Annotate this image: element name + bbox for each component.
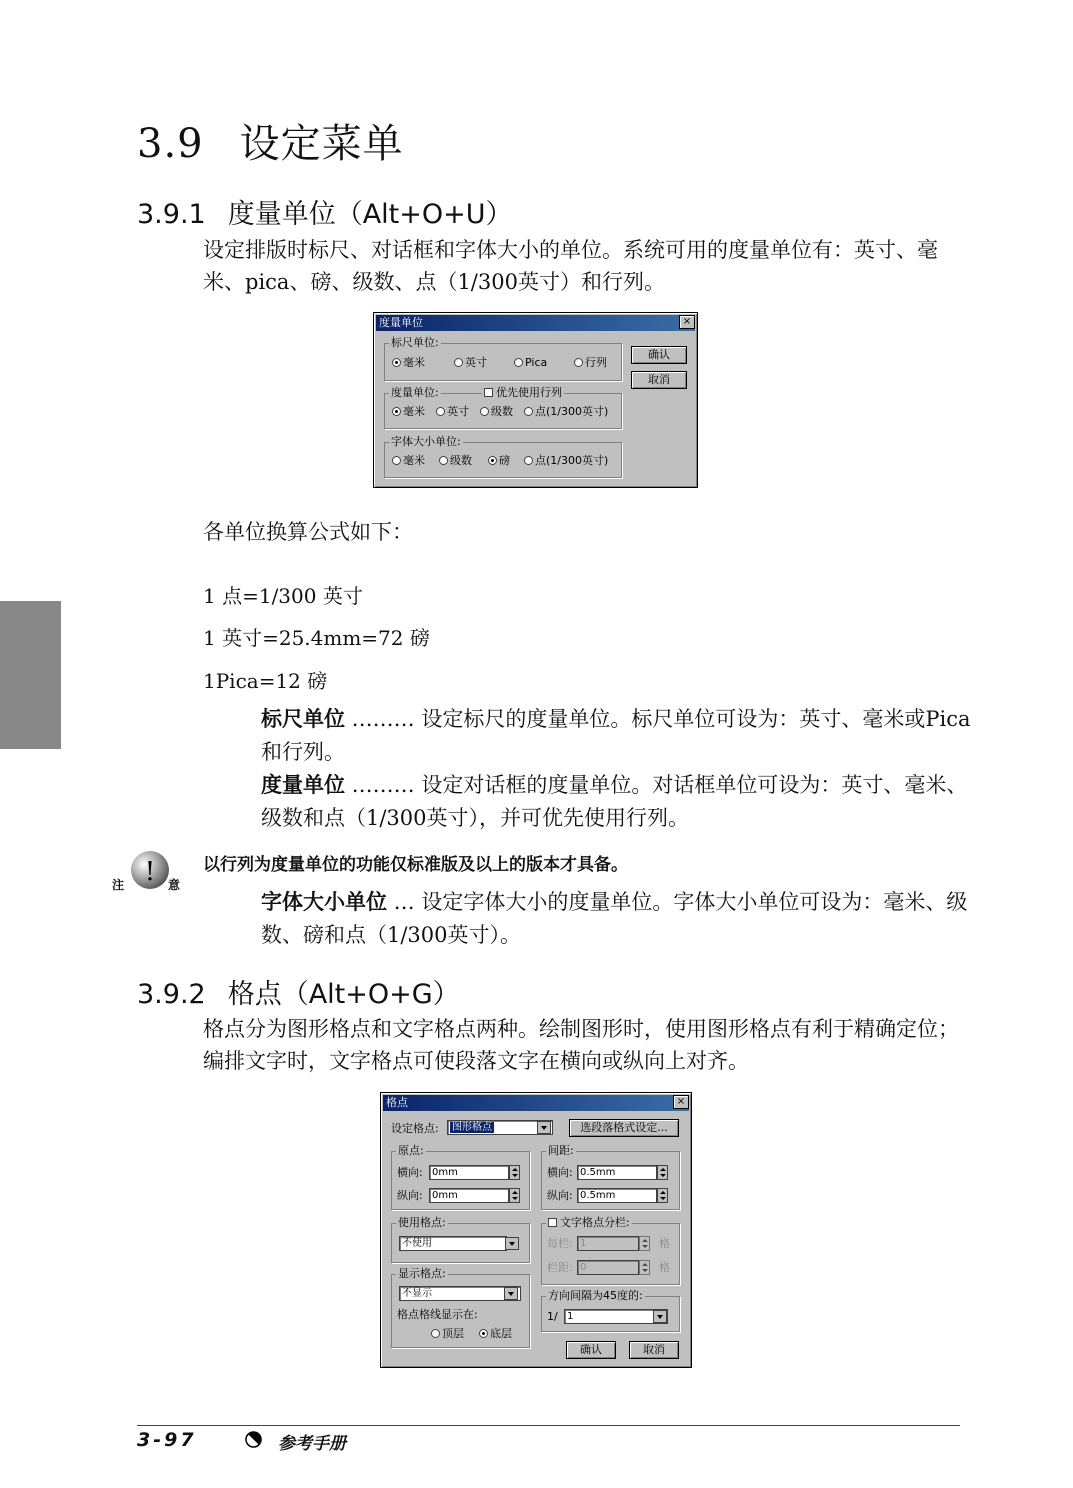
use-grid-select[interactable]: 不使用: [399, 1236, 507, 1251]
note-text: 以行列为度量单位的功能仅标准版及以上的版本才具备。: [203, 855, 628, 875]
font-unit-label: 字体大小单位:: [391, 435, 461, 448]
font-radio-point[interactable]: 点(1/300英寸): [524, 455, 608, 467]
spacing-v-input[interactable]: 0.5mm: [577, 1188, 657, 1203]
measure-radio-level[interactable]: 级数: [480, 406, 513, 418]
chevron-down-icon[interactable]: [537, 1121, 551, 1134]
term-label: 标尺单位: [261, 707, 345, 731]
ok-button[interactable]: 确认: [631, 346, 687, 364]
cancel-button[interactable]: 取消: [631, 371, 687, 389]
spacing-h-input[interactable]: 0.5mm: [577, 1165, 657, 1180]
note-label-right: 意: [168, 878, 181, 892]
per-col-unit: 格: [659, 1237, 670, 1250]
spinner-icon[interactable]: [657, 1188, 668, 1203]
section-number: 3.9: [137, 121, 204, 167]
measure-radio-mm[interactable]: 毫米: [392, 406, 425, 418]
direction-prefix: 1/: [547, 1310, 558, 1323]
paragraph-2: 格点分为图形格点和文字格点两种。绘制图形时，使用图形格点有利于精确定位；编排文字时，文字格点可使段落文字在横向或纵向上对齐。: [203, 1017, 959, 1073]
radio-selected-icon: [392, 407, 401, 416]
term-desc: 设定对话框的度量单位。对话框单位可设为：英寸、毫米、级数和点（1/300英寸），并可优先使用行列。: [261, 773, 968, 830]
measure-radio-point[interactable]: 点(1/300英寸): [524, 406, 608, 418]
chevron-down-icon[interactable]: [504, 1287, 518, 1300]
manual-title: 参考手册: [278, 1434, 346, 1454]
font-radio-mm[interactable]: 毫米: [392, 455, 425, 467]
para-format-button[interactable]: 选段落格式设定...: [569, 1119, 679, 1137]
radio-icon: [514, 358, 523, 367]
radio-icon: [439, 456, 448, 465]
layer-radio-bottom[interactable]: 底层: [479, 1328, 512, 1340]
footer-divider: [137, 1425, 960, 1426]
grid-dialog: [380, 1092, 692, 1368]
subsection-number-2: 3.9.2: [137, 979, 206, 1010]
formula-3: 1Pica=12 磅: [203, 669, 328, 693]
ruler-radio-pica[interactable]: Pica: [514, 357, 547, 369]
origin-h-input[interactable]: 0mm: [429, 1165, 509, 1180]
font-radio-pound[interactable]: 磅: [488, 455, 510, 467]
measure-unit-label: 度量单位:: [391, 386, 439, 399]
set-grid-select[interactable]: 图形格点: [447, 1120, 553, 1135]
radio-icon: [436, 407, 445, 416]
term-desc: 设定标尺的度量单位。标尺单位可设为：英寸、毫米或Pica 和行列。: [261, 707, 971, 764]
set-grid-label: 设定格点:: [391, 1122, 439, 1135]
line-show-label: 格点格线显示在:: [397, 1308, 478, 1321]
direction-select[interactable]: 1: [564, 1309, 668, 1324]
use-grid-label: 使用格点:: [398, 1216, 446, 1229]
chapter-tab: [0, 601, 61, 749]
origin-v-input[interactable]: 0mm: [429, 1188, 509, 1203]
per-col-input[interactable]: 1: [577, 1236, 639, 1251]
spinner-icon[interactable]: [509, 1165, 520, 1180]
spinner-icon[interactable]: [639, 1260, 650, 1275]
ruler-unit-label: 标尺单位:: [391, 336, 439, 349]
radio-selected-icon: [479, 1329, 488, 1338]
checkbox-icon: [548, 1218, 557, 1227]
text-grid-group: [541, 1223, 680, 1285]
radio-icon: [524, 407, 533, 416]
col-gap-unit: 格: [659, 1261, 670, 1274]
origin-v-label: 纵向:: [397, 1189, 423, 1202]
svg-text:!: !: [144, 857, 156, 887]
spacing-label: 间距:: [548, 1144, 574, 1157]
checkbox-icon: [484, 388, 493, 397]
subsection-title-1: [137, 192, 513, 231]
spacing-v-label: 纵向:: [547, 1189, 573, 1202]
section-title-text: 设定菜单: [239, 121, 404, 167]
dialog-title: 格点: [386, 1096, 408, 1109]
show-grid-label: 显示格点:: [398, 1267, 446, 1280]
radio-icon: [574, 358, 583, 367]
ruler-radio-inch[interactable]: 英寸: [454, 357, 487, 369]
ok-button[interactable]: 确认: [566, 1341, 616, 1359]
show-grid-select[interactable]: 不显示: [399, 1286, 521, 1301]
col-gap-input[interactable]: 0: [577, 1260, 639, 1275]
term-desc: 设定字体大小的度量单位。字体大小单位可设为：毫米、级数、磅和点（1/300英寸）。: [261, 890, 968, 947]
radio-icon: [454, 358, 463, 367]
radio-icon: [524, 456, 533, 465]
section-title: [137, 112, 404, 169]
radio-selected-icon: [392, 358, 401, 367]
subsection-number-1: 3.9.1: [137, 199, 206, 230]
term-ruler-unit: 标尺单位 ……… 设定标尺的度量单位。标尺单位可设为：英寸、毫米或Pica 和行列。: [261, 707, 971, 764]
radio-selected-icon: [488, 456, 497, 465]
conversion-intro: 各单位换算公式如下：: [203, 520, 413, 544]
font-radio-level[interactable]: 级数: [439, 455, 472, 467]
subsection-title-text-2: 格点（Alt+O+G）: [227, 979, 460, 1010]
layer-radio-top[interactable]: 顶层: [431, 1328, 464, 1340]
spacing-h-label: 横向:: [547, 1166, 573, 1179]
close-icon[interactable]: ×: [673, 1095, 689, 1109]
priority-rowcol-checkbox[interactable]: 优先使用行列: [482, 387, 564, 399]
ruler-radio-mm[interactable]: 毫米: [392, 357, 425, 369]
subsection-title-2: [137, 972, 460, 1011]
chevron-down-icon[interactable]: [653, 1310, 667, 1323]
cancel-button[interactable]: 取消: [629, 1341, 679, 1359]
radio-icon: [480, 407, 489, 416]
origin-label: 原点:: [398, 1144, 424, 1157]
origin-h-label: 横向:: [397, 1166, 423, 1179]
spinner-icon[interactable]: [509, 1188, 520, 1203]
paragraph-1: 设定排版时标尺、对话框和字体大小的单位。系统可用的度量单位有：英寸、毫米、pica、磅、级数、点（1/300英寸）和行列。: [203, 238, 938, 294]
spinner-icon[interactable]: [639, 1236, 650, 1251]
direction-label: 方向间隔为45度的:: [548, 1289, 643, 1302]
term-font-unit: 字体大小单位 … 设定字体大小的度量单位。字体大小单位可设为：毫米、级数、磅和点（1/300英寸）。: [261, 890, 968, 947]
chevron-down-icon[interactable]: [505, 1237, 519, 1250]
per-col-label: 每栏:: [547, 1237, 573, 1250]
dialog-titlebar: [376, 315, 695, 331]
subsection-title-text-1: 度量单位（Alt+O+U）: [227, 199, 513, 230]
close-icon[interactable]: ×: [679, 315, 695, 329]
dialog-titlebar: [383, 1095, 689, 1111]
half-circle-icon: [245, 1431, 262, 1448]
formula-2: 1 英寸=25.4mm=72 磅: [203, 626, 430, 650]
measure-unit-dialog: [373, 312, 698, 488]
dialog-title: 度量单位: [379, 316, 423, 329]
measure-radio-inch[interactable]: 英寸: [436, 406, 469, 418]
radio-icon: [392, 456, 401, 465]
term-label: 度量单位: [261, 773, 345, 797]
spinner-icon[interactable]: [657, 1165, 668, 1180]
note-label-left: 注: [112, 878, 125, 892]
page-number: 3-97: [137, 1429, 197, 1451]
term-label: 字体大小单位: [261, 890, 387, 914]
col-gap-label: 栏距:: [547, 1261, 573, 1274]
ruler-radio-rowcol[interactable]: 行列: [574, 357, 607, 369]
formula-1: 1 点=1/300 英寸: [203, 584, 363, 608]
radio-icon: [431, 1329, 440, 1338]
term-measure-unit: 度量单位 ……… 设定对话框的度量单位。对话框单位可设为：英寸、毫米、级数和点（1/300英寸），并可优先使用行列。: [261, 773, 968, 830]
text-grid-checkbox[interactable]: 文字格点分栏:: [546, 1217, 632, 1229]
